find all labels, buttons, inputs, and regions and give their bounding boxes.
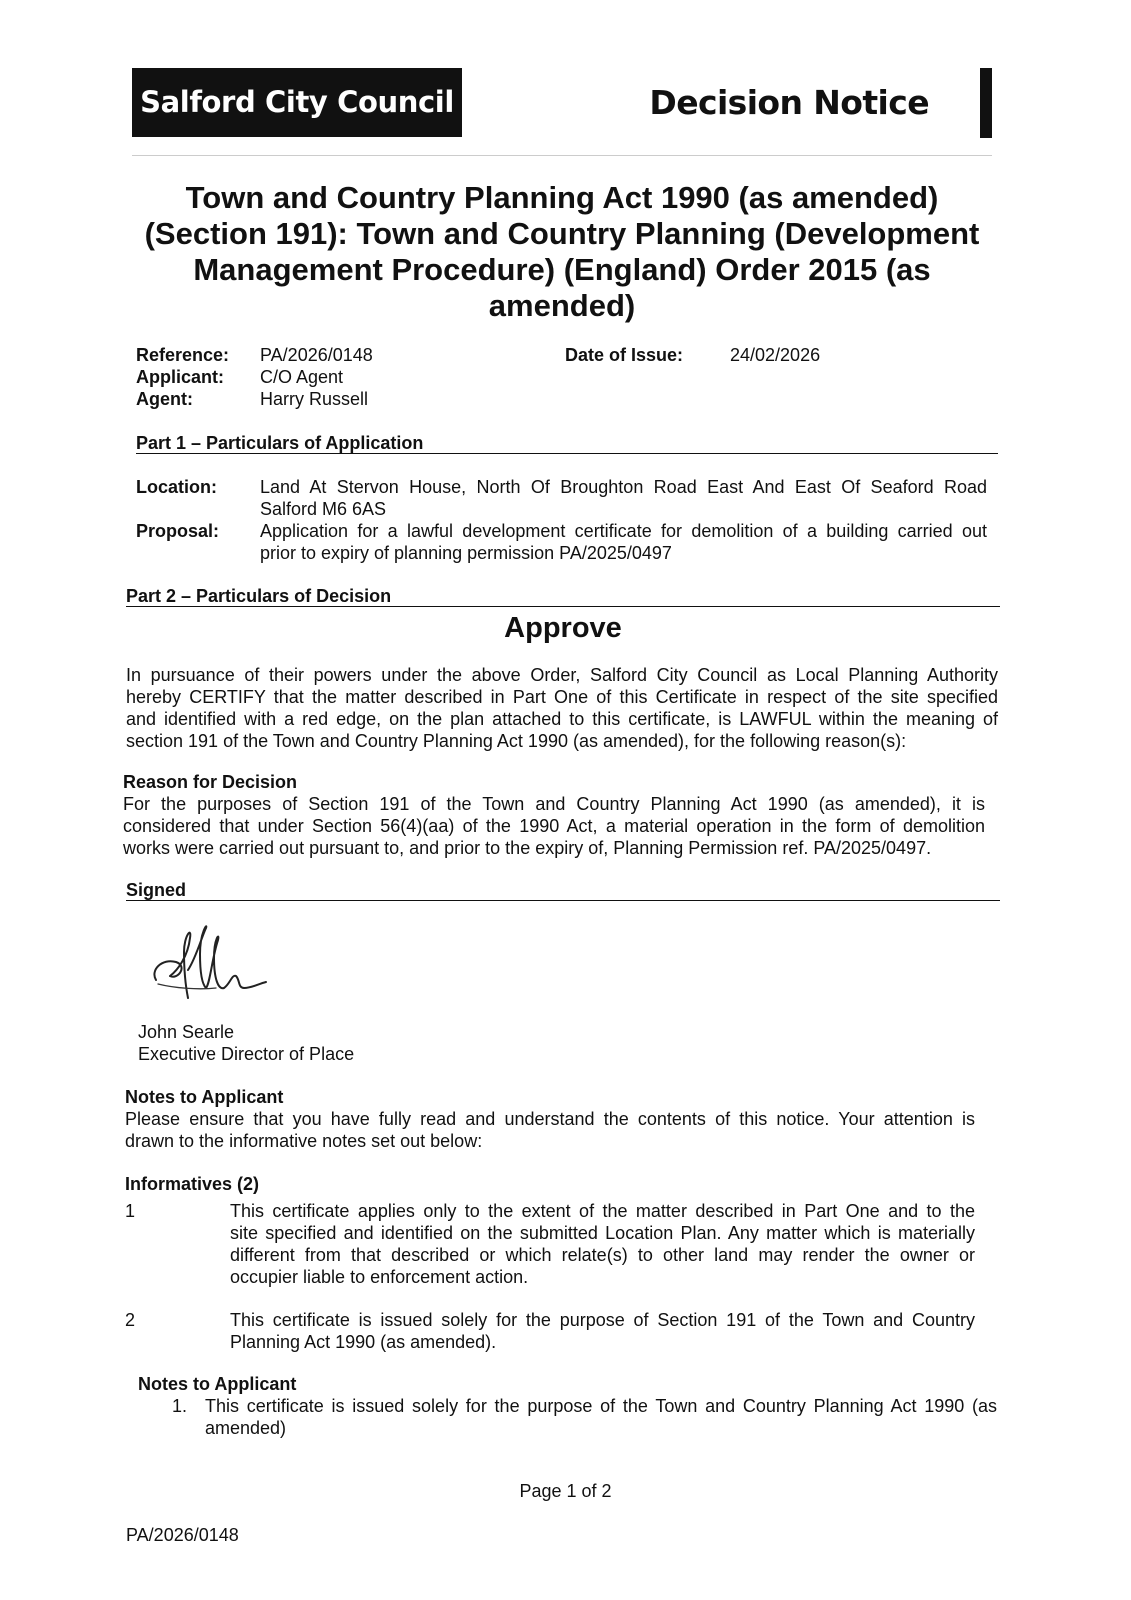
proposal-value: [260, 520, 987, 564]
date-label: Date of Issue:: [565, 345, 684, 365]
page-number: Page 1 of 2: [519, 1481, 612, 1501]
agent-value: Harry Russell: [260, 389, 369, 409]
signed-rule: [126, 900, 1000, 901]
proposal-label: Proposal:: [136, 521, 220, 541]
informative-number: 1: [125, 1201, 136, 1221]
notes-heading: Notes to Applicant: [125, 1087, 284, 1107]
header-bar: [980, 68, 992, 138]
informative-number: 2: [125, 1310, 136, 1330]
body-line: section 191 of the Town and Country Planning Act 1990 (as amended), for the following reason(s):: [126, 731, 907, 751]
informative-line: Planning Act 1990 (as amended).: [230, 1332, 497, 1352]
notice-title: Decision Notice: [649, 83, 929, 122]
informative-line: occupier liable to enforcement action.: [230, 1267, 529, 1287]
informative-line: site specified and identified on the submitted Location Plan. Any matter which is materially: [230, 1223, 975, 1243]
informative-line: different from that described or which relate(s) to other land may render the owner or: [230, 1245, 975, 1265]
location-label: Location:: [136, 477, 217, 497]
body-line: and identified with a red edge, on the plan attached to this certificate, is LAWFUL within the meaning of: [126, 709, 998, 729]
document-title: [132, 180, 992, 324]
header-divider: [132, 155, 992, 156]
agent-label: Agent:: [136, 389, 193, 409]
notes-body: [125, 1108, 975, 1152]
reason-line: For the purposes of Section 191 of the Town and Country Planning Act 1990 (as amended), it is: [123, 794, 985, 814]
informative-line: This certificate applies only to the extent of the matter described in Part One and to the: [230, 1201, 975, 1221]
body-line: In pursuance of their powers under the above Order, Salford City Council as Local Planning Authority: [126, 665, 998, 685]
signatory-title: Executive Director of Place: [138, 1044, 355, 1064]
informatives-heading: Informatives (2): [125, 1174, 260, 1194]
informative-line: This certificate is issued solely for the purpose of Section 191 of the Town and Country: [230, 1310, 975, 1330]
location-line: Land At Stervon House, North Of Broughton Road East And East Of Seaford Road: [260, 477, 987, 497]
reason-heading: Reason for Decision: [123, 772, 298, 792]
notes2-number: 1.: [172, 1396, 188, 1416]
signed-heading: Signed: [126, 880, 187, 900]
decision-body: [126, 664, 998, 752]
decision: Approve: [504, 612, 622, 644]
signatory-name: John Searle: [138, 1022, 235, 1042]
reference-value: PA/2026/0148: [260, 345, 373, 365]
title-line: Management Procedure) (England) Order 2015 (as: [193, 252, 931, 287]
location-line: Salford M6 6AS: [260, 499, 387, 519]
informative-text: [230, 1200, 975, 1288]
part2-heading: Part 2 – Particulars of Decision: [126, 586, 392, 606]
applicant-value: C/O Agent: [260, 367, 344, 387]
notes2-text: [205, 1395, 997, 1439]
council-logo: Salford City Council: [132, 68, 462, 137]
reason-line: works were carried out pursuant to, and prior to the expiry of, Planning Permission ref. PA/2025/0497.: [123, 838, 932, 858]
notes2-line: amended): [205, 1418, 287, 1438]
part1-heading: Part 1 – Particulars of Application: [136, 433, 424, 453]
notes2-line: This certificate is issued solely for the purpose of the Town and Country Planning Act 1990 (as: [205, 1396, 997, 1416]
title-line: (Section 191): Town and Country Planning (Development: [144, 216, 980, 251]
signature-image: [148, 918, 278, 1008]
proposal-line: Application for a lawful development certificate for demolition of a building carried out: [260, 521, 987, 541]
notes-line: drawn to the informative notes set out below:: [125, 1131, 483, 1151]
informative-text: [230, 1309, 975, 1353]
part2-rule: [126, 606, 1000, 607]
applicant-label: Applicant:: [136, 367, 224, 387]
reason-line: considered that under Section 56(4)(aa) of the 1990 Act, a material operation in the form of demolition: [123, 816, 985, 836]
title-line: amended): [488, 288, 636, 323]
notes2-heading: Notes to Applicant: [138, 1374, 297, 1394]
title-line: Town and Country Planning Act 1990 (as amended): [185, 180, 939, 215]
body-line: hereby CERTIFY that the matter described in Part One of this Certificate in respect of the site specified: [126, 687, 998, 707]
part1-rule: [136, 453, 998, 454]
reference-label: Reference:: [136, 345, 230, 365]
proposal-line: prior to expiry of planning permission PA/2025/0497: [260, 543, 672, 563]
footer-reference: PA/2026/0148: [126, 1525, 239, 1545]
notes-line: Please ensure that you have fully read and understand the contents of this notice. Your attention is: [125, 1109, 975, 1129]
date-value: 24/02/2026: [730, 345, 821, 365]
reason-body: [123, 793, 985, 859]
location-value: [260, 476, 987, 520]
